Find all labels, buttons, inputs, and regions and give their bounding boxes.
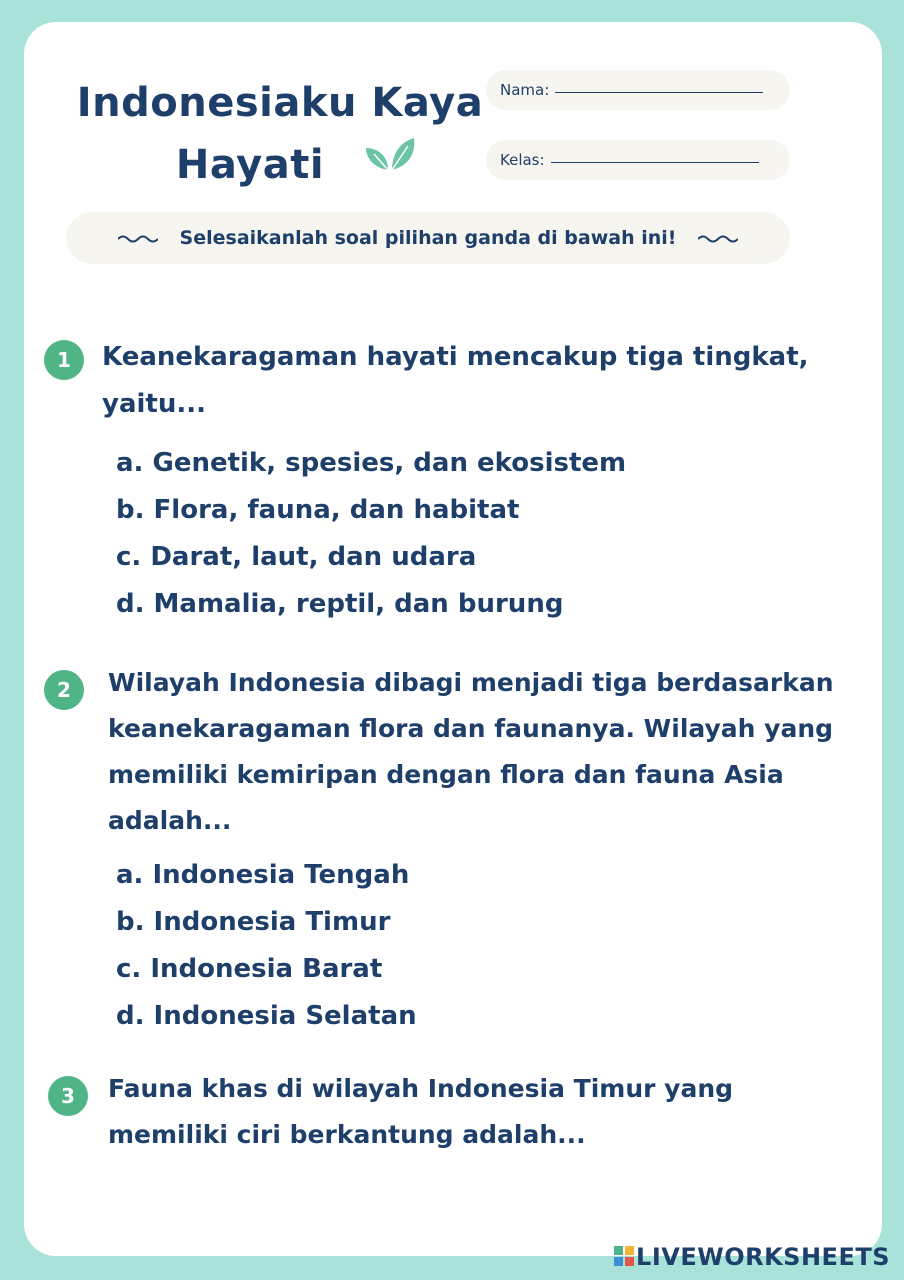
question-line: Wilayah Indonesia dibagi menjadi tiga berdasarkan — [108, 668, 834, 697]
question-number-badge: 3 — [48, 1076, 88, 1116]
liveworksheets-brand — [614, 1244, 890, 1270]
class-label: Kelas: — [500, 151, 545, 169]
option-list — [116, 440, 626, 628]
question-line: adalah... — [108, 806, 232, 835]
answer-option[interactable]: b. Flora, fauna, dan habitat — [116, 495, 520, 525]
brand-text: LIVEWORKSHEETS — [636, 1243, 890, 1271]
question-text — [102, 334, 872, 428]
answer-option[interactable]: a. Genetik, spesies, dan ekosistem — [116, 448, 627, 478]
question-line: Keanekaragaman hayati mencakup tiga tingkat, — [102, 342, 809, 372]
name-field[interactable] — [486, 70, 790, 110]
class-field[interactable] — [486, 140, 790, 180]
question-line: keanekaragaman flora dan faunanya. Wilayah yang — [108, 714, 834, 743]
instruction-banner — [66, 212, 790, 264]
title-line-2: Hayati — [175, 142, 325, 188]
instruction-text: Selesaikanlah soal pilihan ganda di bawah ini! — [179, 227, 677, 249]
name-blank-line[interactable] — [555, 92, 763, 93]
option-list — [116, 852, 417, 1040]
question-line: memiliki kemiripan dengan flora dan fauna Asia — [108, 760, 784, 789]
answer-option[interactable]: b. Indonesia Timur — [116, 907, 391, 937]
question-number-badge: 2 — [44, 670, 84, 710]
answer-option[interactable]: d. Mamalia, reptil, dan burung — [116, 589, 564, 619]
answer-option[interactable]: d. Indonesia Selatan — [116, 1001, 417, 1031]
answer-option[interactable]: c. Indonesia Barat — [116, 954, 383, 984]
wave-icon — [118, 234, 158, 244]
wave-icon — [698, 234, 738, 244]
title-line-1: Indonesiaku Kaya — [76, 80, 484, 126]
answer-option[interactable]: a. Indonesia Tengah — [116, 860, 410, 890]
question-line: memiliki ciri berkantung adalah... — [108, 1120, 586, 1149]
question-line: Fauna khas di wilayah Indonesia Timur yang — [108, 1074, 734, 1103]
question-text — [108, 1066, 878, 1158]
leaf-icon — [364, 134, 416, 174]
liveworksheets-logo-icon — [614, 1246, 634, 1266]
name-label: Nama: — [500, 81, 550, 99]
answer-option[interactable]: c. Darat, laut, dan udara — [116, 542, 477, 572]
worksheet-title — [60, 72, 500, 196]
class-blank-line[interactable] — [551, 162, 759, 163]
question-line: yaitu... — [102, 389, 206, 419]
question-text — [108, 660, 878, 844]
question-number-badge: 1 — [44, 340, 84, 380]
